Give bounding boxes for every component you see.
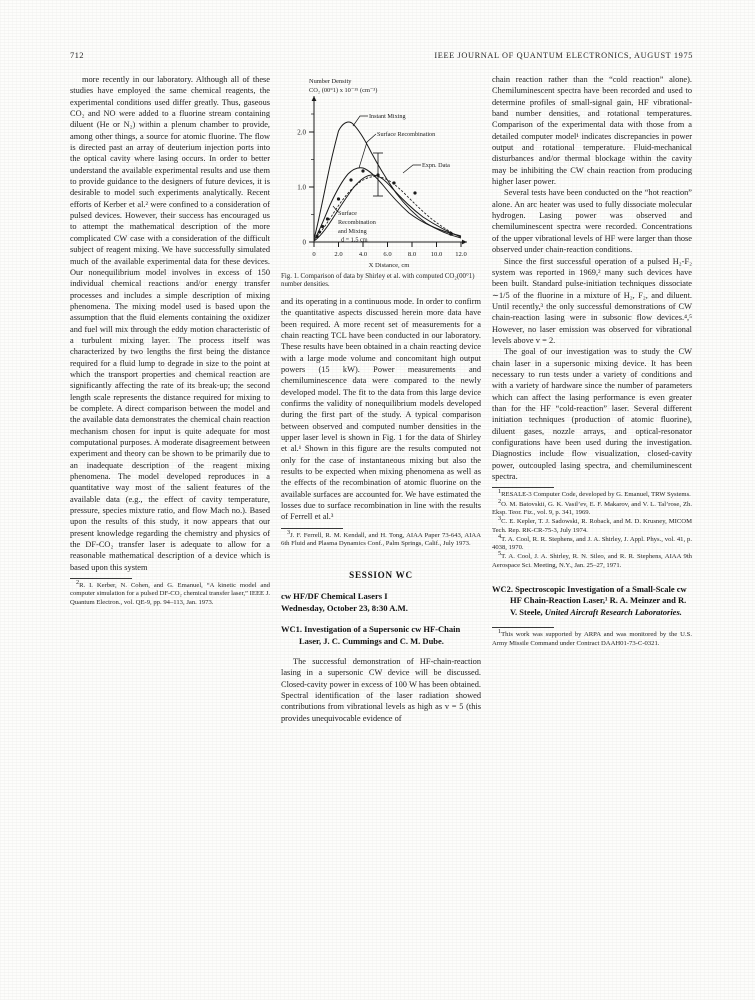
left-column: [70, 74, 270, 979]
session-subtitle-line2: Wednesday, October 23, 8:30 A.M.: [281, 602, 408, 613]
svg-text:1.0: 1.0: [297, 183, 306, 192]
reference-1: [492, 488, 692, 499]
reference-marker: 3: [498, 515, 502, 523]
figure-1-plot: [281, 74, 477, 270]
paper-title: Spectroscopic Investigation of a Small-Scale cw HF Chain-Reaction Laser,¹: [510, 584, 687, 606]
left-footnote-2: [70, 578, 270, 607]
reference-marker: 5: [498, 550, 502, 558]
footnote-rule: [70, 578, 132, 579]
footnote-body: R. I. Kerber, N. Cohen, and G. Emanuel, “A kinetic model and computer simulation for a pulsed DF-CO₂ chemical transfer laser,” IEEE J. Quantum Electron., vol. QE-9, pp. 94–113, Jan. 1973.: [70, 582, 270, 606]
svg-text:X Distance, cm: X Distance, cm: [368, 262, 410, 269]
svg-text:0: 0: [312, 251, 316, 258]
mid-paragraph-1: and its operating in a continuous mode. In order to confirm the quantitative aspects discussed herein more data have been required. A more recent set of measurements for a chain reacting TCL have been conducted in our laboratory. These results have been obtained in a chain reacting device with a large mode volume and concomitant high output powers (15 kW). Power measurements and chemiluminescence data were compared to the newly developed model. The fit to the data from this large device confirms the validity of nonequilibrium models developed during the first part of the study. A typical comparison between observed and computed number densities in the upper laser level is shown in Fig. 1 for the data of Shirley et al.¹ Shown in this figure are the results computed not only for the case of instantaneous mixing but also the results to be expected when mixing phenomena as well as the effects of the recombination of atomic fluorine on the available surfaces are accounted for. We have estimated the losses due to surface recombination in line with the results of Ferrell et al.³: [281, 296, 481, 522]
svg-text:12.0: 12.0: [455, 251, 467, 258]
svg-text:Expn. Data: Expn. Data: [422, 162, 450, 169]
wc2-footnote: [492, 628, 692, 648]
paper-heading-wc1: [281, 624, 481, 647]
wc1-abstract: The successful demonstration of HF-chain-reaction lasing in a supersonic CW device will be discussed. Closed-cavity power in excess of 100 W has been obtained. Spectral identification of the laser radiation showed contributions from vibrational levels as high as v = 5 (this provides unequivocable evidence of: [281, 656, 481, 723]
right-column: [492, 74, 692, 979]
right-paragraph-3: Since the first successful operation of a pulsed H₂-F₂ system was reported in 1969,² many such devices have been built. Standard pulse-initiation techniques dissociate ∼1/5 of the fluorine in a mixture of H₂, F₂, and diluent. Until recently,³ the only successful demonstrations of CW chain-reaction lasing were in subsonic flow devices.⁴,⁵ However, no laser emission was observed for vibrational levels above v = 2.: [492, 256, 692, 345]
svg-text:d = 1.5 cm: d = 1.5 cm: [341, 236, 368, 244]
reference-marker: 2: [498, 497, 502, 505]
figure-caption-text: Comparison of data by Shirley et al. with computed CO₂(00°1) number densities.: [281, 273, 475, 289]
footnote-marker: 3: [287, 528, 291, 536]
svg-text:10.0: 10.0: [430, 251, 443, 258]
paper-title: Investigation of a Supersonic cw HF-Chain Laser,: [299, 624, 461, 646]
running-head: [70, 50, 693, 60]
reference-text: O. M. Batovskii, G. K. Vasil’ev, E. F. Makarov, and V. L. Tal’rose, Zh. Eksp. Teor. Fiz., vol. 9, p. 341, 1969.: [492, 500, 692, 516]
footnote-marker: 1: [498, 628, 502, 636]
reference-text: C. E. Kepler, T. J. Sadowski, R. Roback, and M. D. Krusney, MICOM Tech. Rep. RK-CR-75-3, July 1974.: [492, 518, 692, 534]
figure-1-caption: [281, 273, 481, 290]
paper-number: WC1.: [281, 624, 303, 635]
svg-text:Recombination: Recombination: [338, 219, 376, 226]
middle-column: [281, 74, 481, 979]
journal-title: IEEE JOURNAL OF QUANTUM ELECTRONICS, AUGUST 1975: [434, 51, 693, 60]
reference-5: [492, 550, 692, 570]
page-folio: 712: [70, 50, 84, 60]
footnote-body: J. F. Ferrell, R. M. Kendall, and H. Tong, AIAA Paper 73-643, AIAA 6th Fluid and Plasma Dynamics Conf., Palm Springs, Calif., July 1973.: [281, 531, 481, 547]
svg-text:Surface: Surface: [338, 210, 357, 217]
paper-affiliation: United Aircraft Research Laboratories.: [544, 606, 682, 617]
svg-text:Instant Mixing: Instant Mixing: [369, 113, 406, 120]
mid-footnote-3: [281, 528, 481, 549]
footnote-body: This work was supported by ARPA and was monitored by the U.S. Army Missile Command under Contract DAAH01-73-C-0321.: [492, 631, 692, 647]
svg-text:CO₂ (00°1) x 10⁻¹⁵ (cm⁻³): CO₂ (00°1) x 10⁻¹⁵ (cm⁻³): [309, 87, 378, 94]
left-paragraph-1: more recently in our laboratory. Although all of these studies have employed the same chemical reagents, the experimental conditions used differ greatly. Thus, gaseous CO₂ and NO were added to a fluorine stream containing diluent (He or N₂) within a plenum chamber to provide, among other things, a source for atomic fluorine. The flow is directed past an array of deuterium injection ports into the optical cavity where lasing occurs. In order to better understand the available experimental results and use them to provide guidance to the designers of future devices, it is desirable to model such experiments analytically. Recent efforts of Kerber et al.² were confined to a consideration of pulsed devices. However, their success has encouraged us to attempt the mathematical description of the more complicated CW case with a consideration of the difficult subject of reagent mixing. We have successfully simulated much of the available experimental data for these devices. Our nonequilibrium model involves in excess of 150 individual chemical reactions and/or energy transfer processes and includes a simple description of mixing phenomena. The mixing model used is based upon the assumption that the fluid elements containing the oxidizer and fuel will mix through the eddy motion characteristic of a turbulent mixing layer. The process itself was characterized by two lengths the first being the distance required for a fluid lump to degrade in size to the point at which the transport properties and chemical reaction are significantly affecting the rate of its break-up; the second length scale represents the distance required for mixing to be complete. A direct comparison between the model and the available data demonstrates the chemical chain reaction mechanism chosen for input is quite adequate for most computational purposes. A moderate disagreement between experiment and theory can be shown to be primarily due to an inadequate description of the reagent mixing phenomena. The model developed reproduces in a quantitative way most of the salient features of the available data (e.g., the effect of cavity temperature, pressure, species mixture ratio, and flow Mach no.). Based upon the results of this study, it now appears that our present knowledge regarding the chemistry and physics of the DF-CO₂ transfer laser is adequate to allow for a reasonable mathematical description of a device which is based upon this system: [70, 75, 270, 572]
paper-heading-wc2: [492, 584, 692, 618]
right-paragraph-2: Several tests have been conducted on the “hot reaction” alone. An arc heater was used to fully dissociate molecular hydrogen. Lasing power was observed and chemiluminescent spectra were recorded. Concentrations of the upper vibrational levels of HF were larger than those observed under chain-reaction conditions.: [492, 188, 692, 255]
footnote-marker: 2: [76, 578, 80, 586]
svg-text:2.0: 2.0: [334, 251, 343, 258]
reference-marker: 4: [498, 532, 502, 540]
svg-text:Surface Recombination: Surface Recombination: [377, 131, 436, 138]
reference-text: T. A. Cool, J. A. Shirley, R. N. Sileo, and R. R. Stephens, AIAA 9th Aerospace Sci. Meeting, N.Y., Jan. 25–27, 1971.: [492, 553, 692, 569]
reference-text: T. A. Cool, R. R. Stephens, and J. A. Shirley, J. Appl. Phys., vol. 41, p. 4038, 1970.: [492, 535, 692, 552]
right-paragraph-1: chain reaction rather than the “cold reaction” alone). Chemiluminescent spectra have been recorded and used to determine profiles of small-signal gain, HF vibrational-band number densities, and rotational temperatures. Comparison of the experimental data with those from a detailed computer model¹ indicates discrepancies in power output and rotational temperature. Fluid-mechanical disturbances and/or thermal blockage within the cavity may be inhibiting the CW chain reaction from producing higher laser power.: [492, 75, 692, 187]
svg-text:8.0: 8.0: [407, 251, 417, 258]
paper-number: WC2.: [492, 584, 514, 595]
reference-marker: 1: [498, 488, 502, 496]
reference-text: RESALE-3 Computer Code, developed by G. Emanuel, TRW Systems.: [501, 491, 691, 499]
paper-authors: J. C. Cummings and C. M. Dube.: [323, 635, 444, 646]
paper-authors: R. A. Meinzer and R. V. Steele,: [510, 595, 687, 617]
session-subtitle-line1: cw HF/DF Chemical Lasers I: [281, 591, 388, 602]
svg-text:0: 0: [302, 238, 306, 247]
session-heading: SESSION WC: [349, 570, 413, 581]
svg-text:Number Density: Number Density: [309, 78, 352, 85]
right-footnote-rule: [492, 487, 554, 488]
svg-text:2.0: 2.0: [297, 128, 306, 137]
column-layout: [70, 74, 692, 979]
reference-2: [492, 497, 692, 518]
svg-text:6.0: 6.0: [383, 251, 392, 258]
wc2-footnote-rule: [492, 627, 554, 628]
svg-text:4.0: 4.0: [358, 251, 368, 258]
session-subtitle: [281, 591, 481, 614]
mid-footnote-rule: [281, 528, 343, 529]
figure-label: Fig. 1.: [281, 273, 299, 280]
figure-1: [281, 74, 481, 290]
reference-4: [492, 532, 692, 553]
reference-3: [492, 515, 692, 535]
right-paragraph-4: The goal of our investigation was to study the CW chain laser in a supersonic mixing device. It has been necessary to run tests under a variety of conditions and with a variety of hardware since the number of parameters which can affect the lasing performance is even greater than for the HF “cold-reaction” laser. Several different initiation techniques (production of atomic fluorine), diluent gases, nozzle arrays, and optical-resonator configurations have been used during the investigation. Diagnostics include flow visualization, closed-cavity power, outcoupled lasing spectra, and chemiluminescent spectra.: [492, 347, 692, 482]
svg-text:and Mixing: and Mixing: [338, 228, 367, 235]
